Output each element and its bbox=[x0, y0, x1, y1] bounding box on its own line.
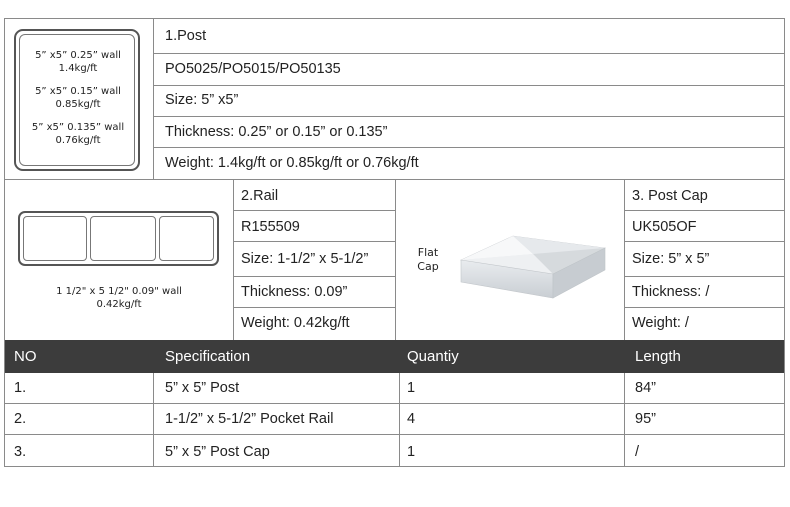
rail-chamber-left bbox=[23, 216, 87, 261]
post-title: 1.Post bbox=[165, 28, 207, 44]
table-row-line bbox=[5, 434, 784, 435]
cap-code: UK505OF bbox=[632, 219, 697, 235]
rail-diagram-spec: 1 1/2" x 5 1/2" 0.09" wall bbox=[56, 286, 182, 297]
post-thickness: Thickness: 0.25” or 0.15” or 0.135” bbox=[165, 124, 388, 140]
post-diagram-spec-2: 5” x5” 0.15” wall bbox=[35, 86, 121, 97]
cap-row-line bbox=[624, 241, 784, 242]
cap-thickness: Thickness: / bbox=[632, 284, 710, 300]
rail-diagram-weight: 0.42kg/ft bbox=[96, 299, 142, 310]
cap-weight: Weight: / bbox=[632, 315, 689, 331]
rail-chamber-middle bbox=[90, 216, 156, 261]
rail-chamber-right bbox=[159, 216, 214, 261]
cap-row-line bbox=[624, 276, 784, 277]
cap-row-line bbox=[624, 210, 784, 211]
rail-profile-diagram bbox=[18, 211, 219, 266]
post-diagram-spec-1: 5” x5” 0.25” wall bbox=[35, 50, 121, 61]
post-row-line bbox=[153, 85, 784, 86]
cap-title: 3. Post Cap bbox=[632, 188, 708, 204]
post-weight: Weight: 1.4kg/ft or 0.85kg/ft or 0.76kg/ft bbox=[165, 155, 419, 171]
post-row-line bbox=[153, 53, 784, 54]
row-3-no: 3. bbox=[14, 444, 27, 460]
cap-image-label-cap: Cap bbox=[417, 260, 439, 273]
post-diagram-weight-3: 0.76kg/ft bbox=[55, 135, 101, 146]
rail-row-line bbox=[233, 210, 395, 211]
row-2-no: 2. bbox=[14, 411, 27, 427]
table-col-divider bbox=[624, 373, 625, 466]
header-quantity: Quantiy bbox=[407, 348, 459, 365]
row-1-spec: 5” x 5” Post bbox=[165, 380, 240, 396]
post-diagram-spec-3: 5” x5” 0.135” wall bbox=[31, 122, 125, 133]
rail-weight: Weight: 0.42kg/ft bbox=[241, 315, 350, 331]
post-row-line bbox=[153, 147, 784, 148]
rail-right-divider bbox=[395, 179, 396, 340]
row-2-qty: 4 bbox=[407, 411, 416, 427]
table-row-line bbox=[5, 403, 784, 404]
post-cap-image bbox=[453, 224, 613, 304]
rail-row-line bbox=[233, 241, 395, 242]
rail-code: R155509 bbox=[241, 219, 300, 235]
rail-thickness: Thickness: 0.09” bbox=[241, 284, 348, 300]
post-diagram-weight-1: 1.4kg/ft bbox=[58, 63, 98, 74]
table-col-divider bbox=[399, 373, 400, 466]
rail-row-line bbox=[233, 307, 395, 308]
row-1-qty: 1 bbox=[407, 380, 416, 396]
spec-sheet bbox=[4, 18, 785, 467]
row-2-spec: 1-1/2” x 5-1/2” Pocket Rail bbox=[165, 411, 334, 427]
post-row-line bbox=[153, 116, 784, 117]
row-3-length: / bbox=[635, 444, 640, 460]
header-specification: Specification bbox=[165, 348, 251, 365]
header-no: NO bbox=[14, 348, 37, 365]
row-1-length: 84” bbox=[635, 380, 656, 396]
rail-left-divider bbox=[233, 179, 234, 340]
table-col-divider bbox=[153, 373, 154, 466]
cap-image-label-flat: Flat bbox=[417, 246, 439, 259]
row-1-no: 1. bbox=[14, 380, 27, 396]
post-divider bbox=[153, 19, 154, 179]
rail-size: Size: 1-1/2” x 5-1/2” bbox=[241, 251, 369, 267]
header-length: Length bbox=[635, 348, 681, 365]
cap-left-divider bbox=[624, 179, 625, 340]
cap-size: Size: 5” x 5” bbox=[632, 251, 710, 267]
row-3-spec: 5” x 5” Post Cap bbox=[165, 444, 270, 460]
row-2-length: 95” bbox=[635, 411, 656, 427]
rail-title: 2.Rail bbox=[241, 188, 279, 204]
post-codes: PO5025/PO5015/PO50135 bbox=[165, 61, 341, 77]
post-diagram-weight-2: 0.85kg/ft bbox=[55, 99, 101, 110]
post-size: Size: 5” x5” bbox=[165, 92, 239, 108]
rail-row-line bbox=[233, 276, 395, 277]
cap-row-line bbox=[624, 307, 784, 308]
row-3-qty: 1 bbox=[407, 444, 416, 460]
